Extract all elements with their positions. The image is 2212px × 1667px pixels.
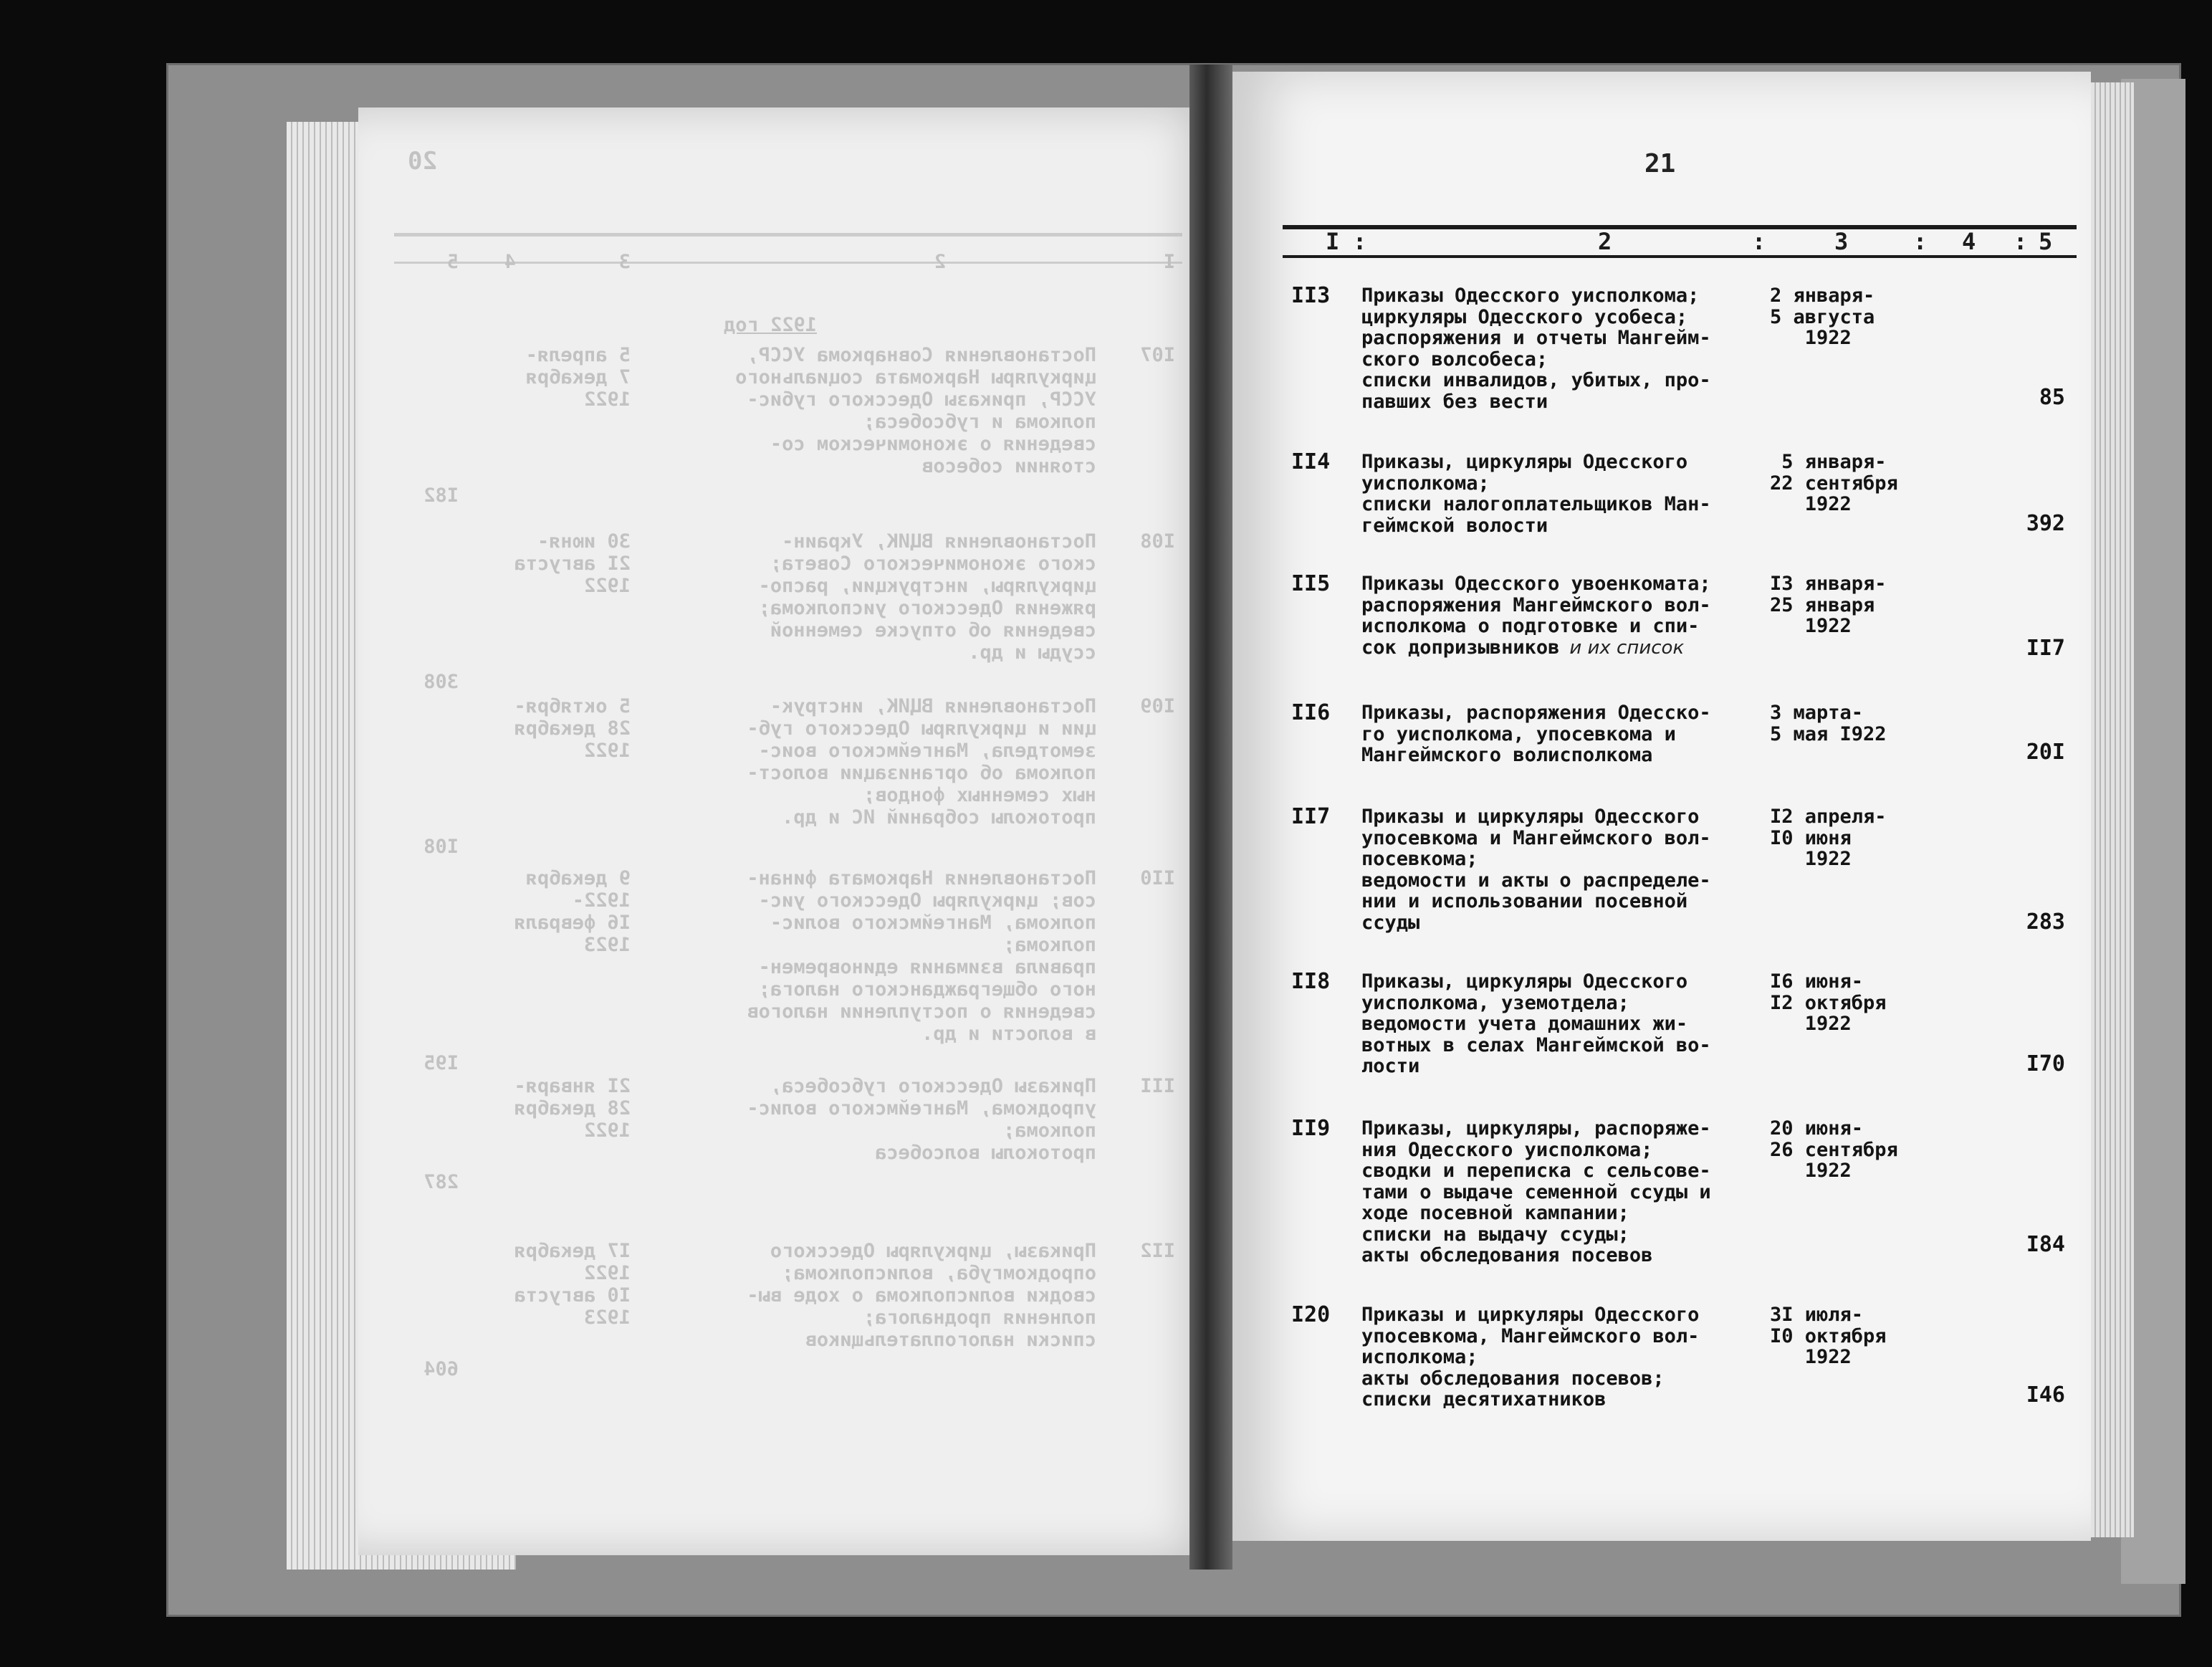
entry-sheet-count: I84 bbox=[2026, 1232, 2065, 1257]
ghost-entry-date-line: 30 июня- bbox=[537, 530, 631, 553]
ghost-entry-title bbox=[747, 695, 1096, 828]
ghost-entry-date-line: 1922 bbox=[583, 1262, 631, 1284]
header-rule-top bbox=[1283, 225, 2077, 229]
left-header-rule bbox=[394, 233, 1182, 237]
entry-sheet-count: 392 bbox=[2026, 511, 2065, 536]
ghost-entry-line: сведения о экономическом со- bbox=[770, 433, 1096, 455]
ghost-entry-dates bbox=[514, 1075, 631, 1142]
entry-title-line: Приказы и циркуляры Одесского bbox=[1361, 1304, 1700, 1326]
entry-title-line: Приказы, распоряжения Одесско- bbox=[1361, 702, 1711, 724]
entry-dates bbox=[1770, 1118, 1942, 1182]
entry-title-line: ния Одесского уисполкома; bbox=[1361, 1138, 1653, 1161]
entry-title-line: уисполкома, уземотдела; bbox=[1361, 991, 1629, 1014]
entry-sheet-count: I46 bbox=[2026, 1382, 2065, 1408]
ghost-entry-line: ского экономического Совета; bbox=[770, 553, 1096, 575]
column-header-3: 3 bbox=[1834, 228, 1849, 255]
ghost-entry bbox=[387, 530, 1175, 693]
ghost-entry-line: земотдела, Мангеймского воис- bbox=[758, 740, 1096, 762]
entry-title-line: лости bbox=[1361, 1055, 1420, 1077]
entry-title-line: списки инвалидов, убитых, про- bbox=[1361, 369, 1711, 391]
ghost-entry-line: правила взимания единовремен- bbox=[758, 956, 1096, 978]
entry-number: II8 bbox=[1291, 969, 1331, 994]
ghost-entry-line: упродкома, Мангеймского волис- bbox=[747, 1097, 1096, 1119]
ghost-entry-title bbox=[759, 530, 1096, 664]
entry-dates bbox=[1770, 806, 1942, 870]
entry-title-line: Мангеймского волисполкома bbox=[1361, 744, 1653, 766]
ghost-entry-date-line: 1923 bbox=[583, 934, 631, 956]
entry-dates bbox=[1770, 285, 1942, 349]
ghost-entry-number: II2 bbox=[1140, 1240, 1175, 1262]
entry-date-line: I6 июня- bbox=[1770, 970, 1864, 993]
ghost-entry-line: полкома, Мангеймского волис- bbox=[770, 912, 1096, 934]
header-rule-bottom bbox=[1283, 255, 2077, 258]
ghost-entry-line: сводки волисполкома о ходе вы- bbox=[747, 1284, 1096, 1307]
ghost-entry-sheets: 287 bbox=[423, 1171, 459, 1193]
ghost-entry-line: Постановления ВЦИК, Украин- bbox=[782, 530, 1096, 553]
ghost-entry-dates bbox=[514, 695, 631, 762]
entry-title-line: Приказы, циркуляры Одесского bbox=[1361, 451, 1688, 473]
entry-title bbox=[1361, 971, 1763, 1077]
entry-title-line: распоряжения Мангеймского вол- bbox=[1361, 593, 1711, 616]
entry-title-line: ского волсобеса; bbox=[1361, 348, 1548, 371]
ghost-entry-sheets: I95 bbox=[423, 1052, 459, 1074]
ghost-entry bbox=[387, 1075, 1175, 1193]
entry-title-line: ведомости учета домашних жи- bbox=[1361, 1013, 1688, 1035]
entry-date-line: 1922 bbox=[1770, 327, 1852, 349]
entry-number: II7 bbox=[1291, 804, 1331, 829]
ghost-entry-number: I08 bbox=[1140, 530, 1175, 553]
ghost-entry-date-line: 28 декабря bbox=[514, 1097, 631, 1119]
entry-sheet-count: 283 bbox=[2026, 909, 2065, 935]
ghost-entry bbox=[387, 867, 1175, 1074]
entry-date-line: 1922 bbox=[1770, 1013, 1852, 1035]
entry-date-line: 1922 bbox=[1770, 493, 1852, 515]
entry-title-line: Приказы и циркуляры Одесского bbox=[1361, 806, 1700, 828]
entry-sheet-count: 20I bbox=[2026, 740, 2065, 765]
entry-title-line: павших без вести bbox=[1361, 390, 1548, 413]
ghost-entry bbox=[387, 344, 1175, 507]
left-year-heading: 1922 год bbox=[723, 314, 817, 336]
entry-date-line: 1922 bbox=[1770, 848, 1852, 870]
ghost-entry-date-line: I7 декабря bbox=[514, 1240, 631, 1262]
entry-number: II6 bbox=[1291, 700, 1331, 725]
book-spine bbox=[1189, 65, 1232, 1570]
ghost-entry-date-line: 1922 bbox=[583, 575, 631, 597]
entry-number: II9 bbox=[1291, 1116, 1331, 1141]
entry-number: I20 bbox=[1291, 1302, 1331, 1327]
entry-title-line: Приказы Одесского уисполкома; bbox=[1361, 285, 1700, 307]
ghost-entry-date-line: 1922- bbox=[572, 889, 631, 912]
ghost-entry-line: сведения об отпуске семенной bbox=[770, 619, 1096, 641]
entry-title-line: посевкома; bbox=[1361, 848, 1478, 870]
ghost-entry-line: полкома и губсобеса; bbox=[863, 411, 1096, 433]
ghost-entry-line: полнения продналога; bbox=[863, 1307, 1096, 1329]
ghost-entry-number: III bbox=[1140, 1075, 1175, 1097]
entry-dates bbox=[1770, 573, 1942, 637]
ghost-entry-dates bbox=[526, 344, 631, 411]
entry-title-line: ведомости и акты о распределе- bbox=[1361, 869, 1711, 892]
entry-title bbox=[1361, 452, 1763, 536]
ghost-entry-line: ного общегражданского налога; bbox=[758, 978, 1096, 1000]
column-separator: : bbox=[1752, 228, 1766, 255]
entry-date-line: 3 марта- bbox=[1770, 702, 1864, 724]
column-separator: : bbox=[1913, 228, 1928, 255]
ghost-entry-line: ции и циркуляры Одесского губ- bbox=[747, 717, 1096, 740]
ghost-entry-sheets: I82 bbox=[423, 484, 459, 507]
ghost-entry-date-line: 5 апреля- bbox=[525, 344, 631, 366]
ghost-entry-line: циркуляры Наркомата социального bbox=[735, 366, 1096, 388]
entry-date-line: 3I июля- bbox=[1770, 1304, 1864, 1326]
entry-date-line: I0 июня bbox=[1770, 826, 1852, 849]
entry-title bbox=[1361, 702, 1763, 766]
ghost-entry-line: стоянии собесов bbox=[921, 455, 1096, 477]
entry-date-line: 25 января bbox=[1770, 593, 1875, 616]
ghost-entry-date-line: I0 августа bbox=[514, 1284, 631, 1307]
entry-title-line: сводки и переписка с сельсове- bbox=[1361, 1160, 1711, 1182]
entry-title bbox=[1361, 573, 1763, 659]
entry-title-line: ходе посевной кампании; bbox=[1361, 1202, 1629, 1224]
entry-dates bbox=[1770, 702, 1942, 745]
entry-title-line: списки налогоплательщиков Ман- bbox=[1361, 493, 1711, 515]
entry-title bbox=[1361, 806, 1763, 933]
ghost-entry-title bbox=[747, 867, 1096, 1045]
column-header-2: 2 bbox=[1598, 228, 1612, 255]
page-number: 21 bbox=[1644, 149, 1676, 178]
ghost-entry-line: Приказы, циркуляры Одесского bbox=[770, 1240, 1096, 1262]
column-header-1: I bbox=[1326, 228, 1340, 255]
page-stack-right bbox=[2091, 82, 2134, 1537]
entry-title bbox=[1361, 285, 1763, 412]
ghost-entry bbox=[387, 695, 1175, 858]
entry-date-line: I2 октября bbox=[1770, 991, 1887, 1014]
ghost-entry-sheets: 308 bbox=[423, 671, 459, 693]
ghost-entry-dates bbox=[514, 1240, 631, 1329]
ghost-entry-line: полкома об организации волост- bbox=[747, 762, 1096, 784]
entry-date-line: 5 августа bbox=[1770, 305, 1875, 328]
entry-date-line: 1922 bbox=[1770, 1346, 1852, 1368]
entry-date-line: 5 января- bbox=[1770, 451, 1887, 473]
entry-date-line: I2 апреля- bbox=[1770, 806, 1887, 828]
entry-date-line: I0 октября bbox=[1770, 1324, 1887, 1347]
entry-title-line: акты обследования посевов; bbox=[1361, 1367, 1665, 1390]
ghost-entry-line: в волости и др. bbox=[921, 1023, 1096, 1045]
ghost-entry-date-line: 1923 bbox=[583, 1307, 631, 1329]
ghost-entry-line: списки налогоплательщиков bbox=[805, 1329, 1096, 1351]
ghost-entry-line: полкома; bbox=[1002, 934, 1096, 956]
ghost-entry-date-line: 1922 bbox=[583, 388, 631, 411]
ghost-entry-line: опродкомгуба, волисполкома; bbox=[782, 1262, 1096, 1284]
handwritten-note: и их список bbox=[1569, 636, 1685, 659]
entry-date-line: 26 сентября bbox=[1770, 1138, 1898, 1161]
entry-title-line: вотных в селах Мангеймской во- bbox=[1361, 1033, 1711, 1056]
entry-number: II4 bbox=[1291, 449, 1331, 474]
entry-date-line: 2 января- bbox=[1770, 285, 1875, 307]
entry-date-line: 20 июня- bbox=[1770, 1117, 1864, 1140]
entry-title-line: исполкома о подготовке и спи- bbox=[1361, 615, 1700, 637]
column-header-4: 4 bbox=[1962, 228, 1976, 255]
entry-sheet-count: II7 bbox=[2026, 636, 2065, 661]
ghost-entry-title bbox=[747, 1075, 1096, 1164]
left-page bbox=[358, 108, 1218, 1555]
entry-title-line: Приказы, циркуляры, распоряже- bbox=[1361, 1117, 1711, 1140]
entry-title-line: уисполкома; bbox=[1361, 472, 1490, 495]
entry-title-line: упосевкома и Мангеймского вол- bbox=[1361, 826, 1711, 849]
entry-date-line: 1922 bbox=[1770, 1160, 1852, 1182]
entry-date-line: 22 сентября bbox=[1770, 472, 1898, 495]
ghost-entry-title bbox=[747, 1240, 1096, 1351]
ghost-entry-line: ных семенных фондов; bbox=[863, 784, 1096, 806]
entry-sheet-count: 85 bbox=[2039, 385, 2065, 410]
entry-date-line: 1922 bbox=[1770, 615, 1852, 637]
entry-dates bbox=[1770, 971, 1942, 1035]
entry-title-line: ссуды bbox=[1361, 911, 1420, 934]
entry-date-line: I3 января- bbox=[1770, 573, 1887, 595]
entry-title-line: списки десятихатников bbox=[1361, 1388, 1607, 1410]
entry-title-line: нии и использовании посевной bbox=[1361, 890, 1688, 912]
column-header-5: 5 bbox=[2039, 228, 2053, 255]
column-separator: : bbox=[1353, 228, 1367, 255]
ghost-entry-line: Постановления Совнаркома УССР, bbox=[747, 344, 1096, 366]
entry-title-line: Приказы Одесского увоенкомата; bbox=[1361, 573, 1711, 595]
ghost-entry-sheets: I08 bbox=[423, 836, 459, 858]
entry-title-line-text: сок допризывников bbox=[1361, 636, 1560, 659]
ghost-entry-line: Приказы Одесского губсобеса, bbox=[770, 1075, 1096, 1097]
entry-number: II3 bbox=[1291, 283, 1331, 308]
ghost-entry-date-line: 2I января- bbox=[514, 1075, 631, 1097]
ghost-entry-line: Постановления ВЦИК, инструк- bbox=[770, 695, 1096, 717]
entry-title-line: циркуляры Одесского усобеса; bbox=[1361, 305, 1688, 328]
entry-title-line: списки на выдачу ссуды; bbox=[1361, 1223, 1629, 1246]
entry-date-line: 5 мая I922 bbox=[1770, 722, 1887, 745]
ghost-entry-date-line: 7 декабря bbox=[525, 366, 631, 388]
entry-title-line bbox=[1361, 637, 1763, 659]
ghost-entry-line: протоколы волсобеса bbox=[875, 1142, 1096, 1164]
ghost-entry-number: II0 bbox=[1140, 867, 1175, 889]
ghost-entry-date-line: 5 октября- bbox=[514, 695, 631, 717]
ghost-entry-number: I07 bbox=[1140, 344, 1175, 366]
ghost-entry bbox=[387, 1240, 1175, 1380]
ghost-entry-sheets: 604 bbox=[423, 1358, 459, 1380]
ghost-entry-date-line: 28 декабря bbox=[514, 717, 631, 740]
ghost-entry-line: Постановления Наркомата финан- bbox=[747, 867, 1096, 889]
entry-title-line: упосевкома, Мангеймского вол- bbox=[1361, 1324, 1700, 1347]
ghost-entry-date-line: 2I августа bbox=[514, 553, 631, 575]
entry-title-line: геймской волости bbox=[1361, 514, 1548, 537]
ghost-entry-line: циркуляры, инструкции, распо- bbox=[758, 575, 1096, 597]
left-page-mirrored-text: 20 I 2 3 4 5 1922 год I07 Постановления Совнаркома УССР, циркуляры Наркомата социального УССР, приказы Одесского губис- полкома и губсобеса; сведения о экономическом со- стоянии собесов 5 апреля- 7 декабря 1922 I82 I08 Постановления ВЦИК, Украин- ского экономического Совета; циркуляры, инструкции, распо- ряжения Одесского уисполкома; сведения об отпуске семенной ссуды и др. 30 июня- 2I августа 1922 308 I09 Постановления ВЦИК, инструк- ции и циркуляры Одесского губ- земотдела, Мангеймского воис- полкома об организации волост- ных семенных фондов; протоколы собраний ИС и др. 5 октября- 28 декабря 1922 I08 II0 Постановления Наркомата финан- сов; циркуляры Одесского уис- полкома, Мангеймского волис- полкома; правила взимания единовремен- ного общегражданского налога; сведения о поступлении налогов в волости и др. 9 декабря 1922- I6 февраля 1923 I95 III Приказы Одесского губсобеса, упродкома, Мангеймского волис- полкома; протоколы волсобеса 2I января- 28 декабря 1922 287 II2 Приказы, циркуляры Одесского опродкомгуба, волисполкома; сводки волисполкома о ходе вы- полнения продналога; списки налогоплательщиков I7 декабря 1922 I0 августа 1923 604 bbox=[358, 108, 1218, 1555]
ghost-entry-dates bbox=[514, 867, 631, 956]
ghost-entry-title bbox=[735, 344, 1096, 477]
ghost-entry-line: ряжения Одесского уисполкома; bbox=[758, 597, 1096, 619]
entry-title-line: акты обследования посевов bbox=[1361, 1244, 1653, 1266]
entry-dates bbox=[1770, 452, 1942, 515]
entry-title-line: Приказы, циркуляры Одесского bbox=[1361, 970, 1688, 993]
ghost-entry-date-line: 1922 bbox=[583, 740, 631, 762]
ghost-entry-line: полкома; bbox=[1002, 1119, 1096, 1142]
ghost-entry-line: УССР, приказы Одесского губис- bbox=[747, 388, 1096, 411]
entry-number: II5 bbox=[1291, 571, 1331, 596]
entry-dates bbox=[1770, 1304, 1942, 1368]
left-page-number: 20 bbox=[408, 147, 437, 176]
ghost-entry-date-line: 1922 bbox=[583, 1119, 631, 1142]
ghost-entry-date-line: 9 декабря bbox=[525, 867, 631, 889]
entry-title bbox=[1361, 1304, 1763, 1410]
ghost-entry-line: сов; циркуляры Одесского уис- bbox=[758, 889, 1096, 912]
entry-title-line: исполкома; bbox=[1361, 1346, 1478, 1368]
entry-title-line: распоряжения и отчеты Мангейм- bbox=[1361, 327, 1711, 349]
ghost-entry-line: сведения о поступлении налогов bbox=[747, 1000, 1096, 1023]
ghost-entry-date-line: I6 февраля bbox=[514, 912, 631, 934]
entry-title bbox=[1361, 1118, 1763, 1266]
column-separator: : bbox=[2014, 228, 2028, 255]
ghost-entry-line: ссуды и др. bbox=[968, 641, 1096, 664]
entry-sheet-count: I70 bbox=[2026, 1051, 2065, 1076]
ghost-entry-dates bbox=[514, 530, 631, 597]
ghost-entry-number: I09 bbox=[1140, 695, 1175, 717]
entry-title-line: тами о выдаче семенной ссуды и bbox=[1361, 1180, 1711, 1203]
ghost-entry-line: протоколы собраний ИС и др. bbox=[782, 806, 1096, 828]
entry-title-line: го уисполкома, упосевкома и bbox=[1361, 722, 1676, 745]
